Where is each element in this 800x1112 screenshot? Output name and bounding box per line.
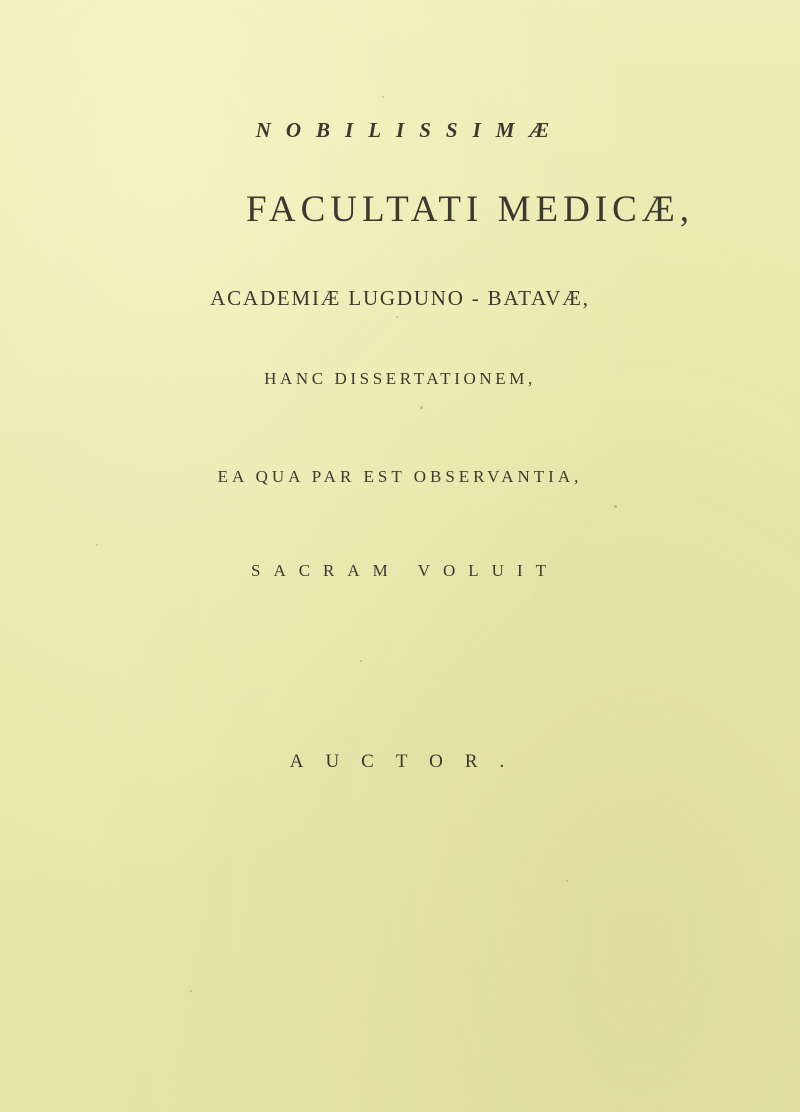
dedication-line-academiae: ACADEMIÆ LUGDUNO - BATAVÆ, xyxy=(210,286,590,310)
dedication-line-hanc-dissertationem: HANC DISSERTATIONEM, xyxy=(264,369,536,388)
dedication-line-auctor: AUCTOR. xyxy=(289,751,527,772)
paper-speck xyxy=(566,880,568,882)
paper-speck xyxy=(360,660,362,662)
paper-speck xyxy=(96,544,98,546)
dedication-line-nobilissimae: NOBILISSIMÆ xyxy=(255,118,565,142)
dedication-line-sacram-voluit: SACRAM VOLUIT xyxy=(250,561,559,580)
dedication-line-facultati-medicae: FACULTATI MEDICÆ, xyxy=(246,189,694,230)
paper-speck xyxy=(396,316,398,318)
paper-speck xyxy=(190,990,192,992)
paper-speck xyxy=(420,406,423,409)
paper-speck xyxy=(382,96,384,98)
paper-speck xyxy=(614,505,617,508)
dedication-line-observantia: EA QUA PAR EST OBSERVANTIA, xyxy=(217,467,583,486)
